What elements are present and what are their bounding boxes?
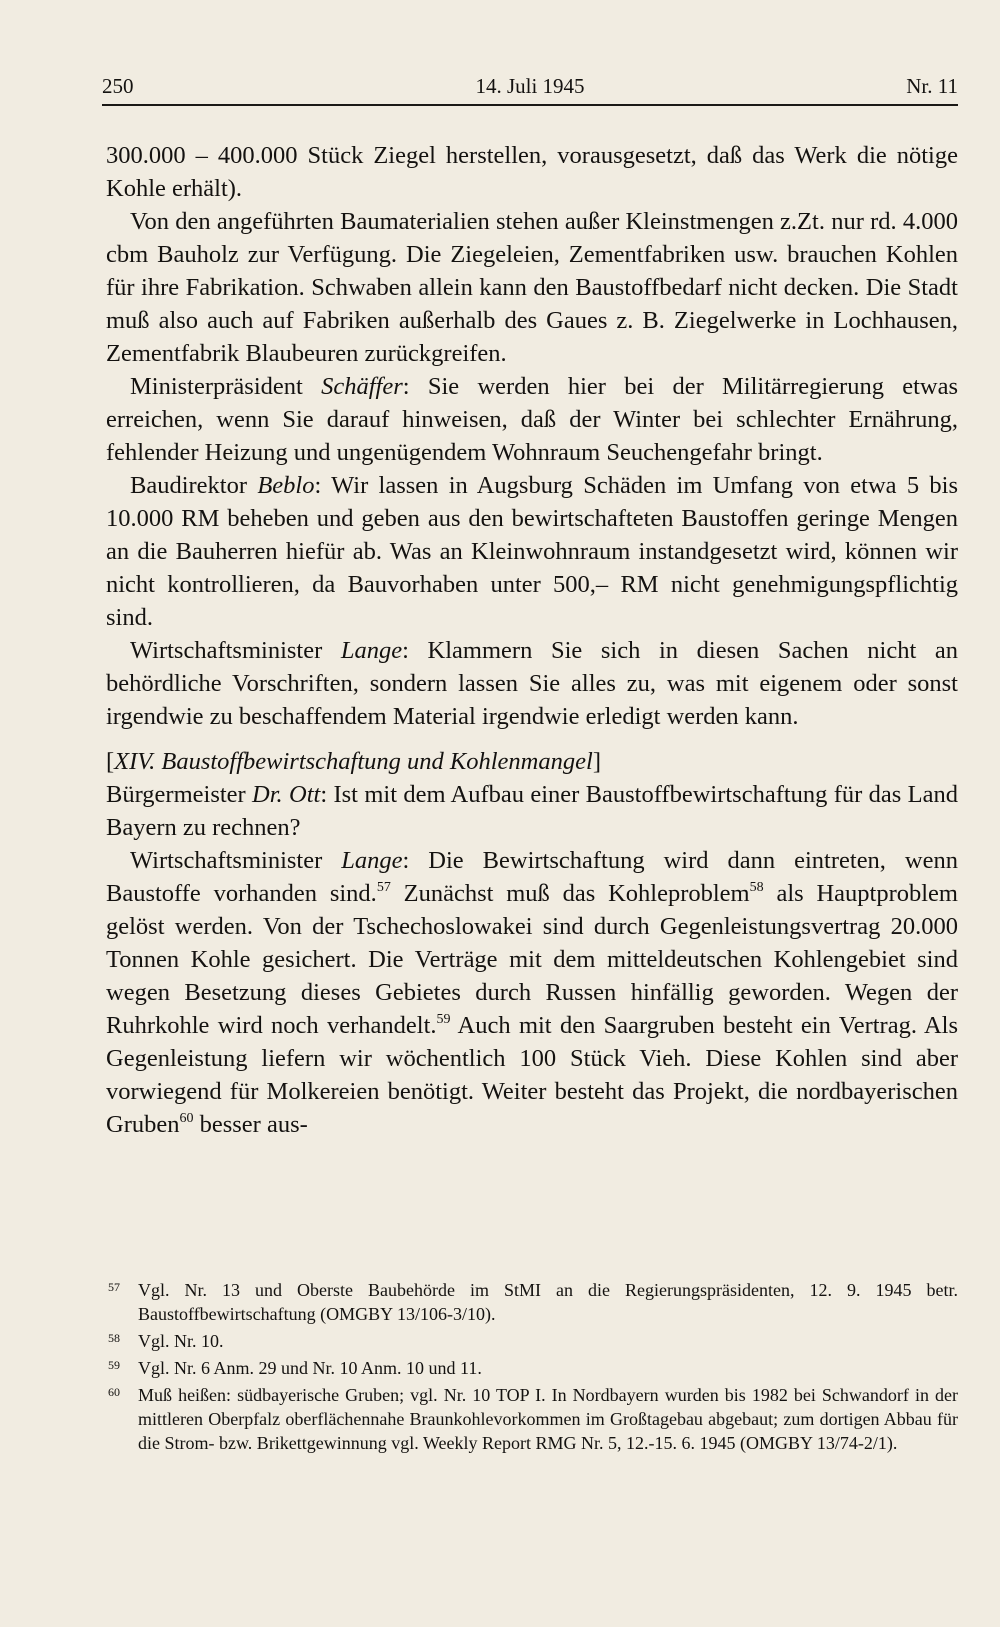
running-header	[102, 70, 958, 102]
bracket-close: ]	[592, 748, 601, 775]
footnote-text: Vgl. Nr. 13 und Oberste Baubehörde im StMI an die Regierungspräsidenten, 12. 9. 1945 betr. Baustoffbewirtschaftung (OMGBY 13/106-3/10).	[138, 1280, 958, 1324]
footnote-ref-57[interactable]: 57	[376, 880, 391, 895]
bracket-open: [	[106, 748, 115, 775]
speaker-role: Wirtschaftsminister	[130, 847, 342, 874]
paragraph-beblo	[106, 469, 958, 634]
footnote-text: Vgl. Nr. 10.	[138, 1331, 224, 1351]
footnote-number: 58	[108, 1331, 120, 1345]
footnote	[106, 1329, 958, 1353]
speaker-role: Wirtschaftsminister	[130, 637, 341, 664]
speech-text: Zunächst muß das Kohleproblem	[390, 880, 750, 907]
speaker-name: Dr. Ott	[252, 781, 321, 808]
header-rule	[102, 104, 958, 106]
speaker-name: Lange	[341, 847, 403, 874]
section-title: XIV. Baustoffbewirtschaftung und Kohlenmangel	[114, 748, 593, 775]
paragraph-lange-1	[106, 634, 958, 733]
paragraph-continuation: 300.000 – 400.000 Stück Ziegel herstellen, vorausgesetzt, daß das Werk die nötige Kohle erhält).	[106, 142, 958, 202]
speaker-name: Schäffer	[321, 373, 403, 400]
paragraph-materials: Von den angeführten Baumaterialien stehen außer Kleinstmengen z.Zt. nur rd. 4.000 cbm Bauholz zur Verfügung. Die Ziegeleien, Zementfabriken usw. brauchen Kohlen für ihre Fabrikation. Schwaben allein kann den Baustoffbedarf nicht decken. Die Stadt muß also auch auf Fabriken außerhalb des Gaues z. B. Ziegelwerke in Lochhausen, Zementfabrik Blaubeuren zurückgreifen.	[106, 208, 958, 367]
footnote-ref-60[interactable]: 60	[179, 1111, 194, 1126]
speech-text: : Wir lassen in Augsburg Schäden im Umfang von etwa 5 bis 10.000 RM beheben und geben aus den bewirtschafteten Baustoffen geringe Mengen an die Bauherren hiefür ab. Was an Kleinwohnraum instandgesetzt wird, können wir nicht kontrollieren, da Bauvorhaben unter 500,– RM nicht genehmigungspflichtig sind.	[106, 472, 958, 631]
speech-text: Auch mit den Saargruben besteht ein Vertrag. Als Gegenleistung liefern wir wöchentlich 100 Stück Vieh. Diese Kohlen sind aber vorwiegend für Molkereien benötigt. Weiter besteht das Projekt, die nordbayerischen Gruben	[106, 1012, 958, 1138]
footnote-number: 57	[108, 1280, 120, 1294]
footnotes	[106, 1278, 958, 1458]
speech-text: besser aus-	[193, 1111, 308, 1138]
speaker-role: Ministerpräsident	[130, 373, 322, 400]
section-heading	[106, 745, 958, 778]
main-text	[106, 139, 958, 1141]
paragraph-lange-2	[106, 844, 958, 1141]
speaker-name: Lange	[340, 637, 403, 664]
footnote	[106, 1278, 958, 1326]
speech-text: : Die Bewirtschaftung wird dann eintreten, wenn Baustoffe vorhanden sind.	[106, 847, 958, 907]
paragraph-ott	[106, 778, 958, 844]
page-number: 250	[102, 74, 134, 98]
footnote-number: 60	[108, 1385, 120, 1399]
footnote-text: Muß heißen: südbayerische Gruben; vgl. Nr. 10 TOP I. In Nordbayern wurden bis 1982 bei Schwandorf in der mittleren Oberpfalz oberflächennahe Braunkohlevorkommen im Großtagebau abgebaut; zum dortigen Abbau für die Strom- bzw. Brikettgewinnung vgl. Weekly Report RMG Nr. 5, 12.-15. 6. 1945 (OMGBY 13/74-2/1).	[138, 1385, 958, 1453]
paragraph-schaeffer	[106, 370, 958, 469]
footnote	[106, 1356, 958, 1380]
speech-text: : Ist mit dem Aufbau einer Baustoffbewirtschaftung für das Land Bayern zu rechnen?	[106, 781, 958, 841]
speech-text: : Sie werden hier bei der Militärregierung etwas erreichen, wenn Sie darauf hinweisen, daß der Winter bei schlechter Ernährung, fehlender Heizung und ungenügendem Wohnraum Seuchengefahr bringt.	[106, 373, 959, 466]
footnote-ref-59[interactable]: 59	[436, 1012, 451, 1027]
footnote	[106, 1383, 958, 1455]
footnote-text: Vgl. Nr. 6 Anm. 29 und Nr. 10 Anm. 10 und 11.	[138, 1358, 482, 1378]
speech-text: als Hauptproblem gelöst werden. Von der Tschechoslowakei sind durch Gegenleistungsvertrag 20.000 Tonnen Kohle gesichert. Die Verträge mit dem mitteldeutschen Kohlengebiet sind wegen Besetzung dieses Gebietes durch Russen hinfällig geworden. Wegen der Ruhrkohle wird noch verhandelt.	[106, 880, 958, 1039]
speaker-role: Bürgermeister	[106, 781, 253, 808]
header-date: 14. Juli 1945	[475, 74, 585, 98]
speaker-name: Beblo	[257, 472, 315, 499]
footnote-ref-58[interactable]: 58	[749, 880, 764, 895]
speaker-role: Baudirektor	[130, 472, 258, 499]
speech-text: : Klammern Sie sich in diesen Sachen nicht an behördliche Vorschriften, sondern lassen Sie alles zu, was mit eigenem oder sonst irgendwie zu beschaffendem Material irgendwie erledigt werden kann.	[106, 637, 958, 730]
document-number: Nr. 11	[906, 74, 958, 98]
footnote-number: 59	[108, 1358, 120, 1372]
